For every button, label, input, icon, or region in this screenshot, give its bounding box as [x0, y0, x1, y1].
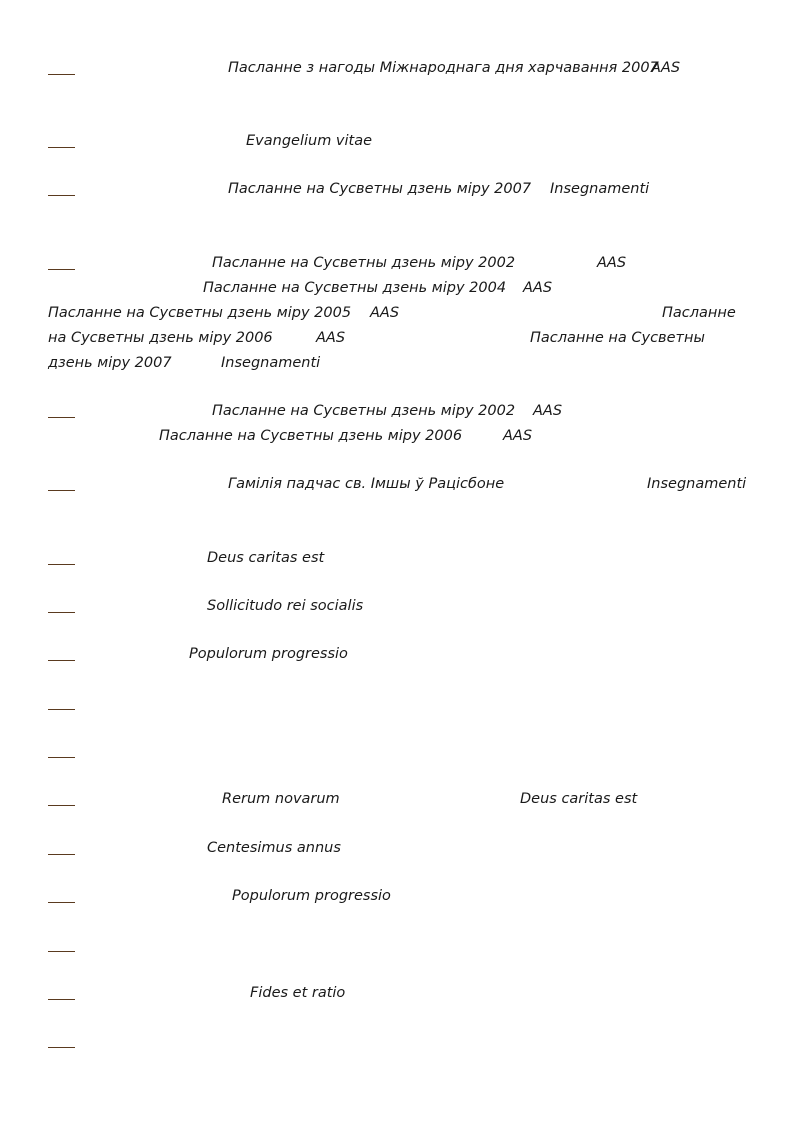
footnote-12-text-b: Deus caritas est — [520, 791, 638, 807]
footnote-7-text: Deus caritas est — [207, 550, 325, 566]
footnote-marker-15 — [48, 951, 75, 952]
footnote-6-text: Гамілія падчас св. Імшы ў Рацісбоне — [228, 476, 505, 492]
footnote-4-text-b: Пасланне на Сусветны дзень міру 2004 — [203, 280, 507, 296]
footnote-4-source-a: AAS — [597, 255, 627, 271]
footnote-14-text: Populorum progressio — [232, 888, 391, 904]
footnote-marker-7 — [48, 564, 75, 565]
footnote-marker-8 — [48, 612, 75, 613]
footnote-4-source-b: AAS — [523, 280, 553, 296]
footnote-4-text-d2: на Сусветны дзень міру 2006 — [48, 330, 273, 346]
footnote-marker-3 — [48, 195, 75, 196]
footnote-marker-6 — [48, 490, 75, 491]
footnote-marker-16 — [48, 999, 75, 1000]
footnote-8-text: Sollicitudo rei socialis — [207, 598, 364, 614]
footnote-marker-14 — [48, 902, 75, 903]
footnote-9-text: Populorum progressio — [189, 646, 348, 662]
footnote-1-source: AAS — [651, 60, 681, 76]
footnote-5-text-b: Пасланне на Сусветны дзень міру 2006 — [159, 428, 463, 444]
footnote-marker-2 — [48, 147, 75, 148]
footnote-12-text-a: Rerum novarum — [222, 791, 340, 807]
footnote-marker-13 — [48, 854, 75, 855]
footnote-4-source-d: AAS — [316, 330, 346, 346]
footnote-4-text-c: Пасланне на Сусветны дзень міру 2005 — [48, 305, 352, 321]
footnote-4-source-e: Insegnamenti — [221, 355, 321, 371]
footnote-4-source-c: AAS — [370, 305, 400, 321]
footnote-marker-5 — [48, 417, 75, 418]
footnote-16-text: Fides et ratio — [250, 985, 346, 1001]
footnote-13-text: Centesimus annus — [207, 840, 341, 856]
footnote-marker-12 — [48, 805, 75, 806]
footnote-marker-17 — [48, 1047, 75, 1048]
footnote-marker-11 — [48, 757, 75, 758]
footnote-5-source-b: AAS — [503, 428, 533, 444]
footnote-4-text-d1: Пасланне — [662, 305, 736, 321]
footnote-1-text: Пасланне з нагоды Міжнароднага дня харчавання 2007 — [228, 60, 659, 76]
footnote-marker-10 — [48, 709, 75, 710]
footnote-4-text-e2: дзень міру 2007 — [48, 355, 172, 371]
footnote-6-source: Insegnamenti — [647, 476, 747, 492]
footnote-marker-9 — [48, 660, 75, 661]
footnote-3-source: Insegnamenti — [550, 181, 650, 197]
footnote-5-source-a: AAS — [533, 403, 563, 419]
footnote-4-text-a: Пасланне на Сусветны дзень міру 2002 — [212, 255, 516, 271]
footnote-marker-4 — [48, 269, 75, 270]
footnote-4-text-e1: Пасланне на Сусветны — [530, 330, 705, 346]
footnote-5-text-a: Пасланне на Сусветны дзень міру 2002 — [212, 403, 516, 419]
footnote-3-text: Пасланне на Сусветны дзень міру 2007 — [228, 181, 532, 197]
footnote-2-text: Evangelium vitae — [246, 133, 373, 149]
footnote-marker-1 — [48, 74, 75, 75]
